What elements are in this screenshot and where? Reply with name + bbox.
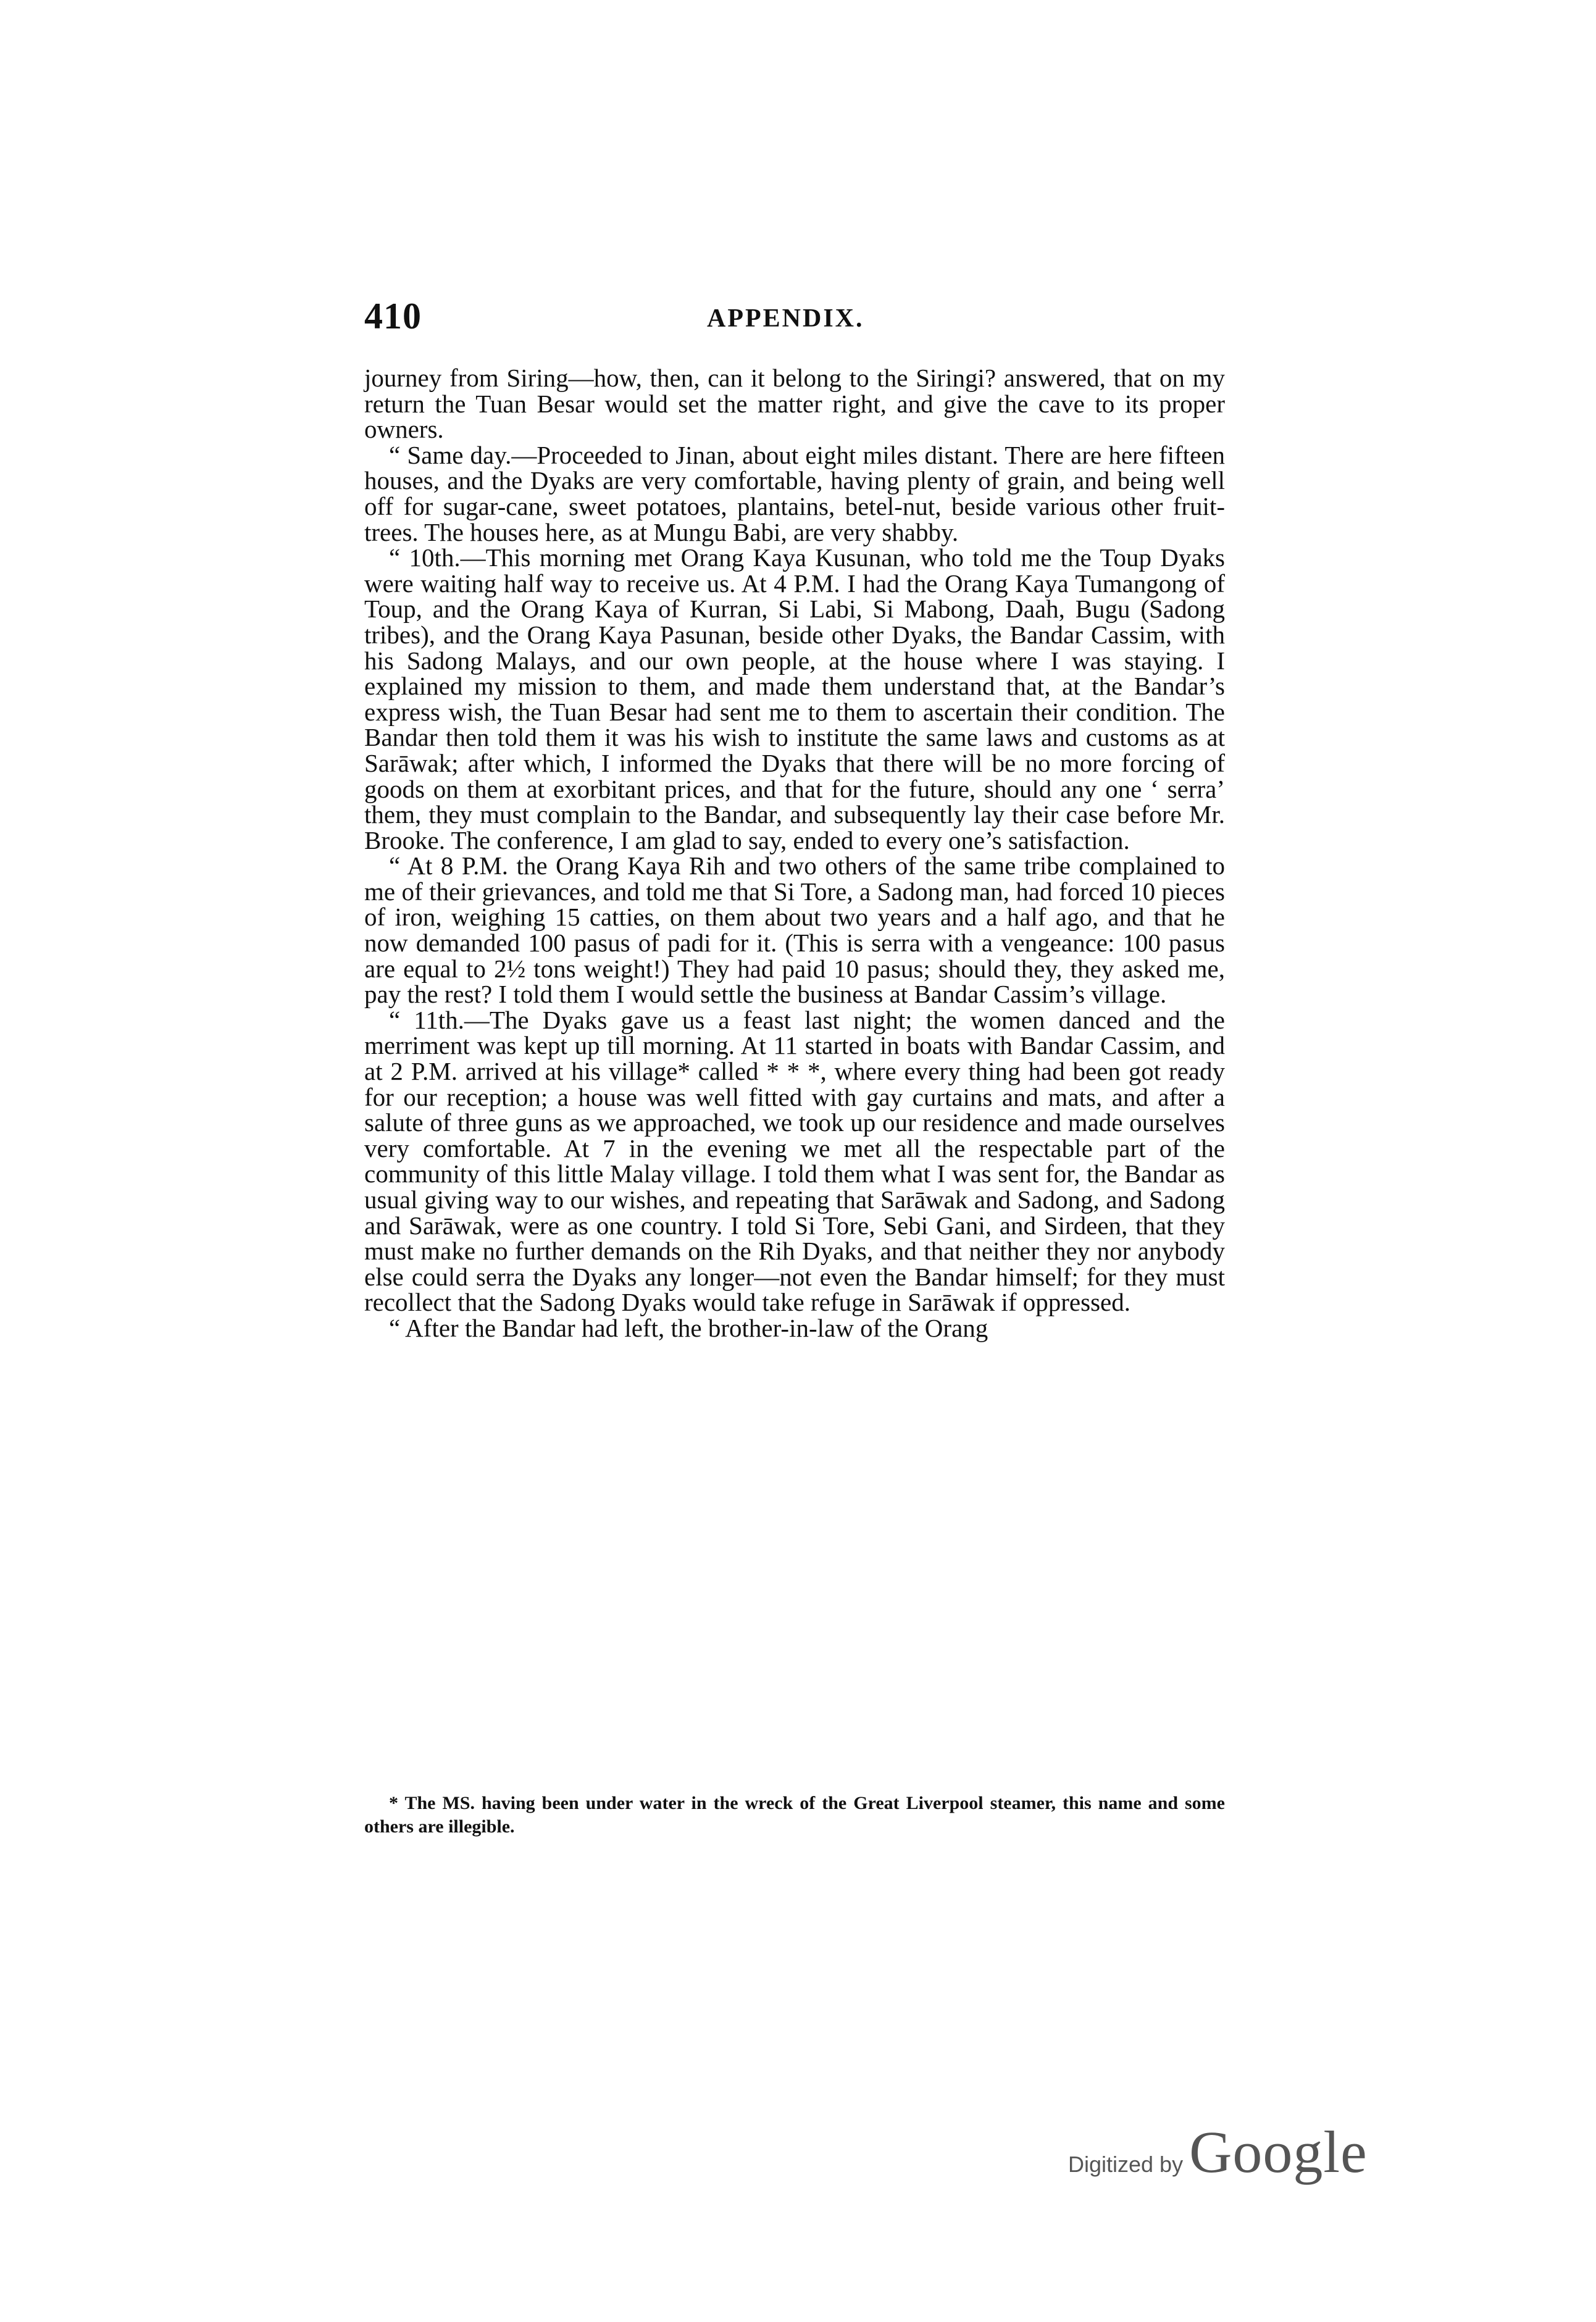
page-header [364,295,1229,345]
page-number: 410 [364,296,422,336]
digitized-by-watermark [1068,2118,1368,2186]
paragraph: “ At 8 P.M. the Orang Kaya Rih and two others of the same tribe complained to me of their grievances, and told me that Si Tore, a Sadong man, had forced 10 pieces of iron, weighing 15 catties, on them about two years and a half ago, and that he now demanded 100 pasus of padi for it. (This is serra with a vengeance: 100 pasus are equal to 2½ tons weight!) They had paid 10 pasus; should they, they asked me, pay the rest? I told them I would settle the business at Bandar Cassim’s village. [364,851,1225,1009]
body-text [364,365,1225,1342]
footnote [364,1792,1225,1838]
paragraph: journey from Siring—how, then, can it belong to the Siringi? answered, that on my return the Tuan Besar would set the matter right, and give the cave to its proper owners. [364,364,1225,444]
paragraph: “ 11th.—The Dyaks gave us a feast last night; the women danced and the merriment was kept up till morning. At 11 started in boats with Bandar Cassim, and at 2 P.M. arrived at his village* called * * *, where every thing had been got ready for our reception; a house was well fitted with gay curtains and mats, and after a salute of three guns as we approached, we took up our residence and made ourselves very comfortable. At 7 in the evening we met all the respectable part of the community of this little Malay village. I told them what I was sent for, the Bandar as usual giving way to our wishes, and repeating that Sarāwak and Sadong, and Sadong and Sarāwak, were as one country. I told Si Tore, Sebi Gani, and Sirdeen, that they must make no further demands on the Rih Dyaks, and that neither they nor anybody else could serra the Dyaks any longer—not even the Bandar himself; for they must recollect that the Sadong Dyaks would take refuge in Sarāwak if oppressed. [364,1005,1225,1317]
watermark-prefix: Digitized by [1068,2152,1184,2177]
running-head: APPENDIX. [707,304,864,333]
google-logo: Google [1189,2119,1368,2185]
footnote-text: * The MS. having been under water in the wreck of the Great Liverpool steamer, this name and some others are illegible. [364,1793,1225,1837]
paragraph: “ After the Bandar had left, the brother-in-law of the Orang [389,1313,988,1342]
paragraph: “ Same day.—Proceeded to Jinan, about eight miles distant. There are here fifteen houses, and the Dyaks are very comfortable, having plenty of grain, and being well off for sugar-cane, sweet potatoes, plantains, betel-nut, beside various other fruit-trees. The houses here, as at Mungu Babi, are very shabby. [364,440,1225,546]
paragraph: “ 10th.—This morning met Orang Kaya Kusunan, who told me the Toup Dyaks were waiting half way to receive us. At 4 P.M. I had the Orang Kaya Tumangong of Toup, and the Orang Kaya of Kurran, Si Labi, Si Mabong, Daah, Bugu (Sadong tribes), and the Orang Kaya Pasunan, beside other Dyaks, the Bandar Cassim, with his Sadong Malays, and our own people, at the house where I was staying. I explained my mission to them, and made them understand that, at the Bandar’s express wish, the Tuan Besar had sent me to them to ascertain their condition. The Bandar then told them it was his wish to institute the same laws and customs as at Sarāwak; after which, I informed the Dyaks that there will be no more forcing of goods on them at exorbitant prices, and that for the future, should any one ‘ serra’ them, they must complain to the Bandar, and subsequently lay their case before Mr. Brooke. The conference, I am glad to say, ended to every one’s satisfaction. [364,543,1225,854]
